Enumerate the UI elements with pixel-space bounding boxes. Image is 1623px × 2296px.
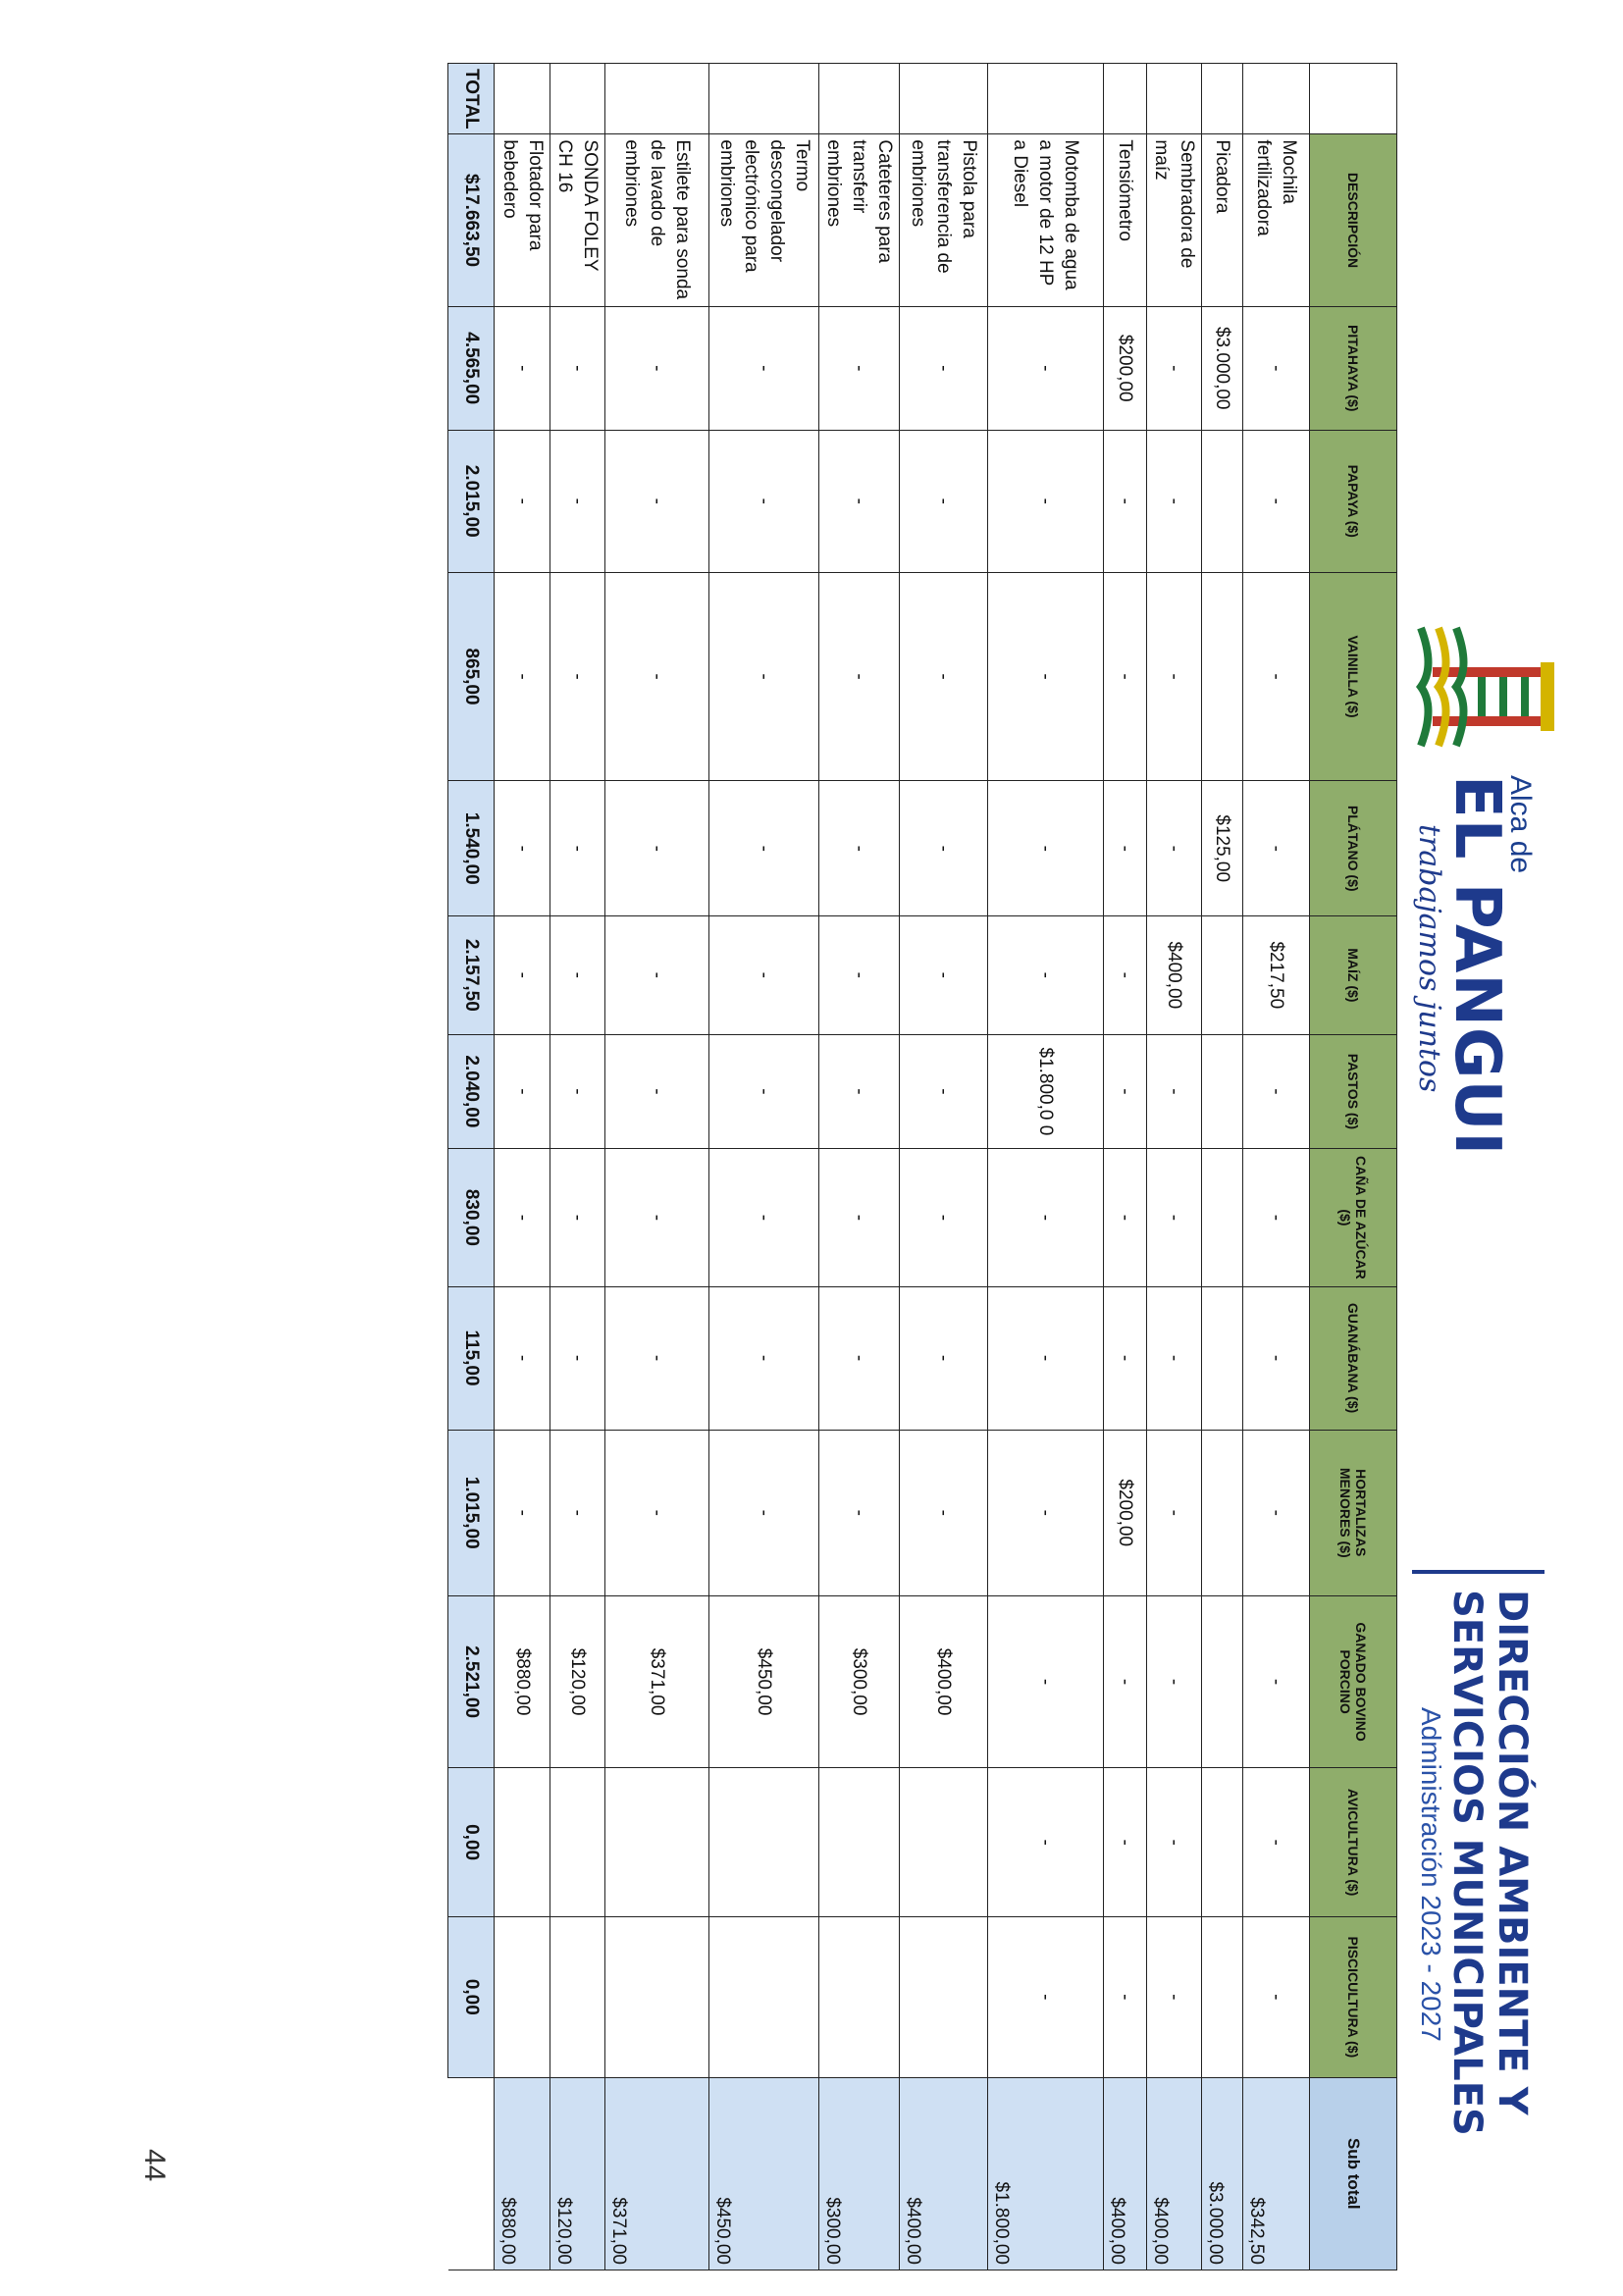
description-cell: Picadora [1202,134,1243,306]
value-cell: - [550,306,604,430]
value-cell: - [550,781,604,916]
value-cell: - [987,1917,1103,2078]
value-cell: - [899,916,987,1034]
value-cell: - [604,1286,708,1430]
blank-cell [604,64,708,134]
table-row [1103,64,1146,2270]
value-cell: - [1103,781,1146,916]
value-cell: - [1146,1149,1201,1286]
column-total-cell: 0,00 [448,1917,495,2078]
value-cell: - [495,430,550,572]
value-cell: - [604,781,708,916]
value-cell: - [495,306,550,430]
value-cell [1202,1595,1243,1767]
value-cell: - [708,430,818,572]
value-cell: - [1146,1917,1201,2078]
value-cell [604,1768,708,1917]
bleed-through [99,147,200,172]
value-cell: - [1243,1430,1310,1595]
blank-cell [818,64,899,134]
value-cell: - [1146,430,1201,572]
value-cell: - [818,1149,899,1286]
value-cell: - [604,572,708,781]
value-cell: - [818,916,899,1034]
el-pangui-logo-icon [1407,608,1564,765]
total-row-spacer [448,2077,495,2270]
value-cell: - [1103,916,1146,1034]
value-cell: - [550,1430,604,1595]
value-cell: - [550,1034,604,1149]
value-cell: - [1103,1917,1146,2078]
value-cell: $300,00 [818,1595,899,1767]
value-cell: $1.800,0 0 [987,1034,1103,1149]
value-cell: - [1243,430,1310,572]
table-row [899,64,987,2270]
value-cell: - [899,430,987,572]
column-total-cell: 865,00 [448,572,495,781]
description-cell: Tensiómetro [1103,134,1146,306]
value-cell: - [550,572,604,781]
value-cell: $450,00 [708,1595,818,1767]
org-name: EL PANGUI [1440,775,1513,1157]
value-cell: - [604,306,708,430]
department-title-line-2: SERVICIOS MUNICIPALES [1444,1590,1490,2136]
blank-cell [1202,64,1243,134]
value-cell: - [1146,1286,1201,1430]
value-cell: - [1243,1917,1310,2078]
value-cell [708,1768,818,1917]
column-header: MAÍZ ($) [1310,916,1397,1034]
table-header-row [1310,64,1397,2270]
subtotal-cell: $400,00 [899,2077,987,2270]
value-cell: $3.000,00 [1202,306,1243,430]
column-total-cell: 2.521,00 [448,1595,495,1767]
value-cell: - [818,1286,899,1430]
value-cell: - [1146,1034,1201,1149]
table-row [818,64,899,2270]
value-cell: - [1146,1595,1201,1767]
value-cell [1202,1917,1243,2078]
value-cell: - [708,306,818,430]
value-cell [604,1917,708,2078]
value-cell: - [708,781,818,916]
value-cell [1202,1430,1243,1595]
value-cell: - [818,430,899,572]
value-cell: - [1243,781,1310,916]
value-cell: - [899,1286,987,1430]
column-header: HORTALIZAS MENORES ($) [1310,1430,1397,1595]
org-prefix: Alca de [1504,775,1537,874]
blank-cell [899,64,987,134]
value-cell: - [1103,1149,1146,1286]
subtotal-cell: $450,00 [708,2077,818,2270]
column-header: PISCICULTURA ($) [1310,1917,1397,2078]
page-number: 44 [138,2149,171,2182]
value-cell [550,1917,604,2078]
column-total-cell: 1.015,00 [448,1430,495,1595]
value-cell: - [899,1034,987,1149]
value-cell: $371,00 [604,1595,708,1767]
department-title-line-1: DIRECCIÓN AMBIENTE Y [1490,1590,1535,2115]
value-cell: $200,00 [1103,1430,1146,1595]
page-header [1407,0,1584,2296]
value-cell: - [987,306,1103,430]
value-cell: - [899,306,987,430]
description-cell: Termo descongelador electrónico para embriones [708,134,818,306]
value-cell: - [1146,572,1201,781]
value-cell: - [818,306,899,430]
value-cell: - [495,1149,550,1286]
blank-cell [495,64,550,134]
column-total-cell: 830,00 [448,1149,495,1286]
value-cell: - [987,1286,1103,1430]
org-slogan: trabajamos juntos [1412,824,1446,1093]
column-total-cell: 4.565,00 [448,306,495,430]
table-header-blank [1310,64,1397,134]
value-cell: - [899,1149,987,1286]
subtotal-cell: $3.000,00 [1202,2077,1243,2270]
value-cell: - [1243,306,1310,430]
value-cell [818,1917,899,2078]
subtotal-cell: $371,00 [604,2077,708,2270]
value-cell: - [987,1430,1103,1595]
column-header: GUANÁBANA ($) [1310,1286,1397,1430]
column-header: PASTOS ($) [1310,1034,1397,1149]
value-cell: - [987,1595,1103,1767]
value-cell [1202,1034,1243,1149]
value-cell: - [899,572,987,781]
header-divider [1412,1570,1544,1574]
column-header: GANADO BOVINO PORCINO [1310,1595,1397,1767]
column-header: PITAHAYA ($) [1310,306,1397,430]
value-cell: - [708,1149,818,1286]
administration-period: Administración 2023 - 2027 [1416,1707,1446,2042]
table-row [1202,64,1243,2270]
table-row [604,64,708,2270]
value-cell: $880,00 [495,1595,550,1767]
column-total-cell: 0,00 [448,1768,495,1917]
description-cell: Sembradora de maíz [1146,134,1201,306]
value-cell: - [708,1286,818,1430]
description-cell: Flotador para bebedero [495,134,550,306]
column-header: DESCRIPCIÓN [1310,134,1397,306]
value-cell: - [1146,1768,1201,1917]
column-header: VAINILLA ($) [1310,572,1397,781]
equipment-budget-table [447,63,1397,2270]
value-cell: - [604,1034,708,1149]
value-cell: - [899,781,987,916]
blank-cell [1146,64,1201,134]
value-cell: - [987,430,1103,572]
value-cell: - [1243,1034,1310,1149]
value-cell [495,1768,550,1917]
value-cell: - [495,1430,550,1595]
subtotal-cell: $342,50 [1243,2077,1310,2270]
value-cell: - [987,781,1103,916]
subtotal-cell: $300,00 [818,2077,899,2270]
description-cell: Motomba de agua a motor de 12 HP a Diesel [987,134,1103,306]
column-header: PLÁTANO ($) [1310,781,1397,916]
subtotal-cell: $120,00 [550,2077,604,2270]
total-row [448,64,495,2270]
grand-total: $17.663,50 [448,134,495,306]
value-cell: - [708,1034,818,1149]
value-cell: - [604,916,708,1034]
table-body [448,64,1310,2270]
value-cell: - [550,1286,604,1430]
value-cell: $200,00 [1103,306,1146,430]
value-cell: - [708,572,818,781]
description-cell: Pistola para transferencia de embriones [899,134,987,306]
subtotal-cell: $880,00 [495,2077,550,2270]
value-cell: - [1146,781,1201,916]
value-cell: - [1243,572,1310,781]
value-cell [1202,916,1243,1034]
table-row [550,64,604,2270]
table-row [708,64,818,2270]
subtotal-cell: $400,00 [1146,2077,1201,2270]
total-label: TOTAL [448,64,495,134]
description-cell: SONDA FOLEY CH 16 [550,134,604,306]
column-total-cell: 1.540,00 [448,781,495,916]
table-row [1243,64,1310,2270]
value-cell: - [1103,1286,1146,1430]
value-cell: - [1103,1034,1146,1149]
value-cell: - [1243,1595,1310,1767]
value-cell: - [1146,306,1201,430]
description-cell: Cateteres para transferir embriones [818,134,899,306]
value-cell: - [495,1034,550,1149]
value-cell: - [899,1430,987,1595]
subtotal-cell: $400,00 [1103,2077,1146,2270]
value-cell [899,1917,987,2078]
blank-cell [1243,64,1310,134]
value-cell: - [604,1149,708,1286]
value-cell: - [1103,1768,1146,1917]
value-cell: - [604,430,708,572]
value-cell [1202,572,1243,781]
table-row [1146,64,1201,2270]
column-header: CAÑA DE AZÚCAR ($) [1310,1149,1397,1286]
value-cell [1202,1286,1243,1430]
column-header: PAPAYA ($) [1310,430,1397,572]
value-cell: - [550,1149,604,1286]
description-cell: Mochila fertilizadora [1243,134,1310,306]
column-header-subtotal: Sub total [1310,2077,1397,2270]
blank-cell [708,64,818,134]
blank-cell [1103,64,1146,134]
value-cell: - [1243,1286,1310,1430]
column-total-cell: 115,00 [448,1286,495,1430]
value-cell [550,1768,604,1917]
value-cell [708,1917,818,2078]
value-cell: - [550,430,604,572]
value-cell [1202,430,1243,572]
value-cell: - [987,1768,1103,1917]
table-row [987,64,1103,2270]
blank-cell [550,64,604,134]
value-cell: - [550,916,604,1034]
value-cell: - [1146,1430,1201,1595]
value-cell: $120,00 [550,1595,604,1767]
value-cell [818,1768,899,1917]
value-cell: - [987,572,1103,781]
value-cell: $400,00 [899,1595,987,1767]
value-cell: - [818,1034,899,1149]
value-cell: - [604,1430,708,1595]
value-cell: - [495,916,550,1034]
value-cell: - [818,572,899,781]
value-cell: $125,00 [1202,781,1243,916]
value-cell: - [818,781,899,916]
value-cell: - [987,916,1103,1034]
value-cell: - [708,916,818,1034]
value-cell: - [987,1149,1103,1286]
column-header: AVICULTURA ($) [1310,1768,1397,1917]
value-cell [1202,1768,1243,1917]
value-cell: - [1243,1149,1310,1286]
value-cell: - [495,781,550,916]
blank-cell [987,64,1103,134]
column-total-cell: 2.015,00 [448,430,495,572]
column-total-cell: 2.157,50 [448,916,495,1034]
value-cell [1202,1149,1243,1286]
value-cell: $217,50 [1243,916,1310,1034]
value-cell: - [1243,1768,1310,1917]
value-cell: - [818,1430,899,1595]
description-cell: Estilete para sonda de lavado de embriones [604,134,708,306]
table-row [495,64,550,2270]
equipment-budget-table-container [447,63,1397,2270]
column-total-cell: 2.040,00 [448,1034,495,1149]
value-cell: - [1103,1595,1146,1767]
value-cell [495,1917,550,2078]
value-cell: $400,00 [1146,916,1201,1034]
value-cell: - [708,1430,818,1595]
value-cell: - [1103,430,1146,572]
value-cell: - [495,572,550,781]
value-cell [899,1768,987,1917]
value-cell: - [1103,572,1146,781]
value-cell: - [495,1286,550,1430]
subtotal-cell: $1.800,00 [987,2077,1103,2270]
